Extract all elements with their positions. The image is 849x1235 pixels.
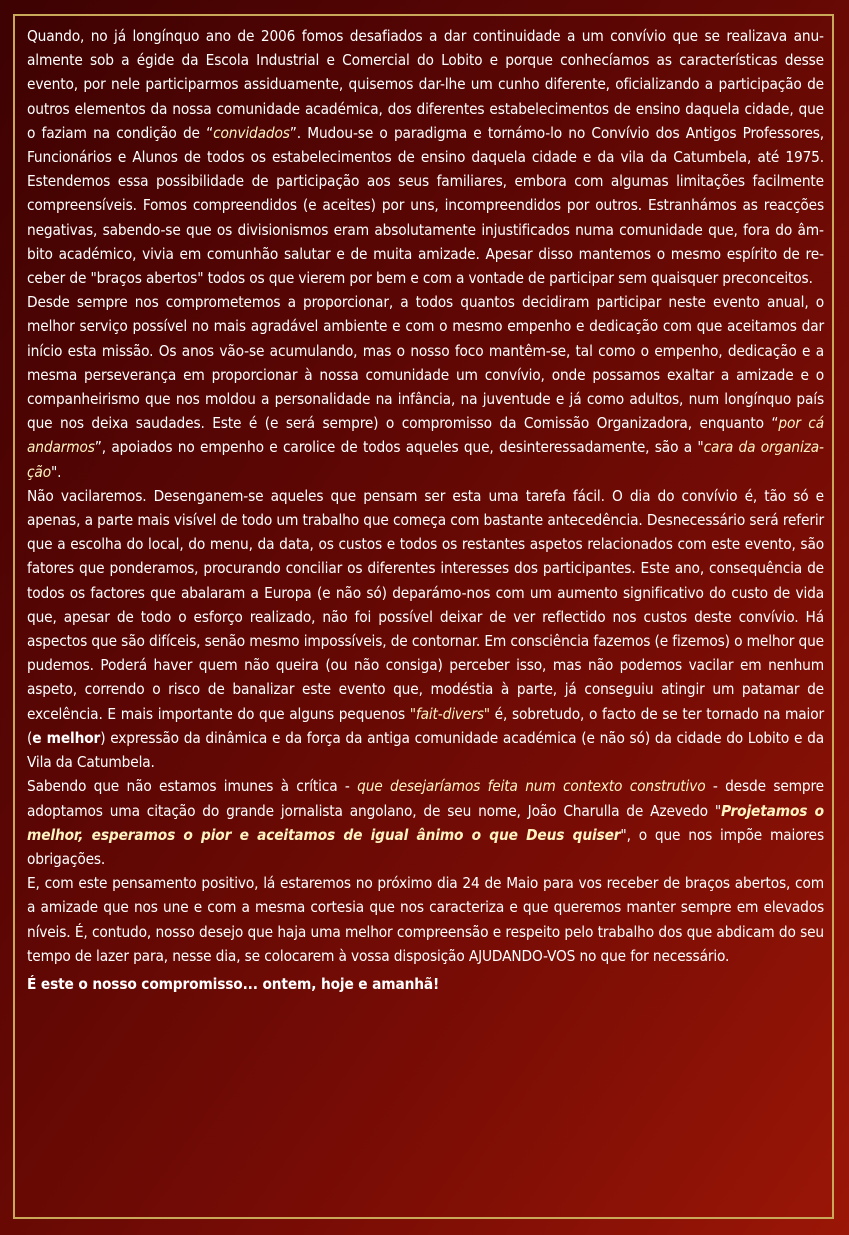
body-text: é, sobretudo, o facto de se ter tornado na maior (	[27, 704, 825, 747]
body-text: ) expressão da dinâmica e da força da antiga comunidade académica (e não só) da cidade do Lobito e da Vila da Catumbela.	[27, 728, 824, 772]
body-text: Desde sempre nos comprometemos a proporcionar, a todos quantos decidiram participar neste evento anual, o melhor serviço possível no mais agradável ambiente e com o mesmo empenho e dedicação com que aceitamos dar início esta missão. Os anos vão-se acumulando, mas o nosso foco mantêm-se, tal como o empenho, dedicação e a mesma perseverança em proporcionar à nossa comunidade um convívio, onde possamos exaltar a amizade e o companheirismo que nos moldou a personalidade na infância, na juventude e já como adultos, num longínquo país que nos deixa saudades. Este é (e será sempre) o compromisso da Comissão Organizadora, enquanto “	[27, 293, 824, 433]
paragraph	[27, 290, 824, 484]
emphasis-text: convidados	[213, 123, 290, 142]
emphasis-text: por cá andarmos	[27, 414, 825, 457]
emphasis-text: e melhor	[32, 728, 101, 747]
emphasis-text: "fait-divers"	[409, 704, 490, 723]
emphasis-text: que desejaríamos feita num contexto construtivo	[357, 777, 706, 796]
body-text: - desde sempre adoptamos uma citação do grande jornalista angolano, de seu nome, João Charulla de Azevedo "	[27, 777, 824, 820]
article-body	[27, 24, 824, 996]
body-text: ”. Mudou-se o paradigma e tornámo-lo no Convívio dos Antigos Professores, Funcionários e Alunos de todos os estabelecimentos de ensino daquela cidade e da vila da Catumbela, até 1975. Estendemos essa possibilidade de participação aos seus familiares, embora com algumas limitações facilmente compreensíveis. Fomos compreendidos (e aceites) por uns, incompreendidos por outros. Estranhámos as reacções negativas, sabendo-se que os divisionismos eram absolutamente injustificados numa comunidade que, fora do âmbito académico, vivia em comunhão salutar e de muita amizade. Apesar disso mantemos o mesmo espírito de receber de "braços abertos" todos os que vierem por bem e com a vontade de participar sem quaisquer preconceitos.	[27, 123, 824, 288]
body-text: Quando, no já longínquo ano de 2006 fomos desafiados a dar continuidade a um convívio que se realizava anualmente sob a égide da Escola Industrial e Comercial do Lobito e porque conhecíamos as características desse evento, por nele participarmos assiduamente, quisemos dar-lhe um cunho diferente, oficializando a participação de outros elementos da nossa comunidade académica, dos diferentes estabelecimentos de ensino daquela cidade, que o faziam na condição de “	[27, 27, 824, 142]
body-text: ", o que nos impõe maiores obrigações.	[27, 825, 824, 868]
paragraph-list	[27, 24, 824, 968]
closing-statement: É este o nosso compromisso... ontem, hoje e amanhã!	[27, 974, 440, 993]
body-text: ”, apoiados no empenho e carolice de todos aqueles que, desinteressadamente, são a "	[94, 438, 704, 457]
body-text: E, com este pensamento positivo, lá estaremos no próximo dia 24 de Maio para vos receber de braços abertos, com a amizade que nos une e com a mesma cortesia que nos caracteriza e que queremos manter sempre em elevados níveis. É, contudo, nosso desejo que haja uma melhor compreensão e respeito pelo trabalho dos que abdicam do seu tempo de lazer para, nesse dia, se colocarem à vossa disposição AJUDANDO-VOS no que for necessário.	[27, 874, 824, 965]
body-text: Não vacilaremos. Desenganem-se aqueles que pensam ser esta uma tarefa fácil. O dia do convívio é, tão só e apenas, a parte mais visível de todo um trabalho que começa com bastante antecedência. Desnecessário será referir que a escolha do local, do menu, da data, os custos e todos os restantes aspetos relacionados com este evento, são fatores que ponderamos, procurando conciliar os diferentes interesses dos participantes. Este ano, consequência de todos os factores que abalaram a Europa (e não só) deparámo-nos com um aumento significativo do custo de vida que, apesar de todo o esforço realizado, não foi possível deixar de ver reflectido nos custos deste convívio. Há aspectos que são difíceis, senão mesmo impossíveis, de contornar. Em consciência fazemos (e fizemos) o melhor que pudemos. Poderá haver quem não queira (ou não consiga) perceber isso, mas não podemos vacilar em nenhum aspeto, correndo o risco de banalizar este evento que, modéstia à parte, já conseguiu atingir um patamar de excelência. E mais importante do que alguns pequenos	[27, 486, 824, 723]
paragraph	[27, 24, 824, 290]
emphasis-text: Projetamos o melhor, esperamos o pior e aceitamos de igual ânimo o que Deus quiser	[27, 801, 824, 844]
paragraph	[27, 484, 824, 774]
body-text: ".	[50, 462, 62, 481]
body-text: Sabendo que não estamos imunes à crítica -	[27, 777, 358, 796]
paragraph	[27, 774, 824, 871]
emphasis-text: cara da organização	[27, 438, 825, 481]
paragraph	[27, 871, 824, 968]
